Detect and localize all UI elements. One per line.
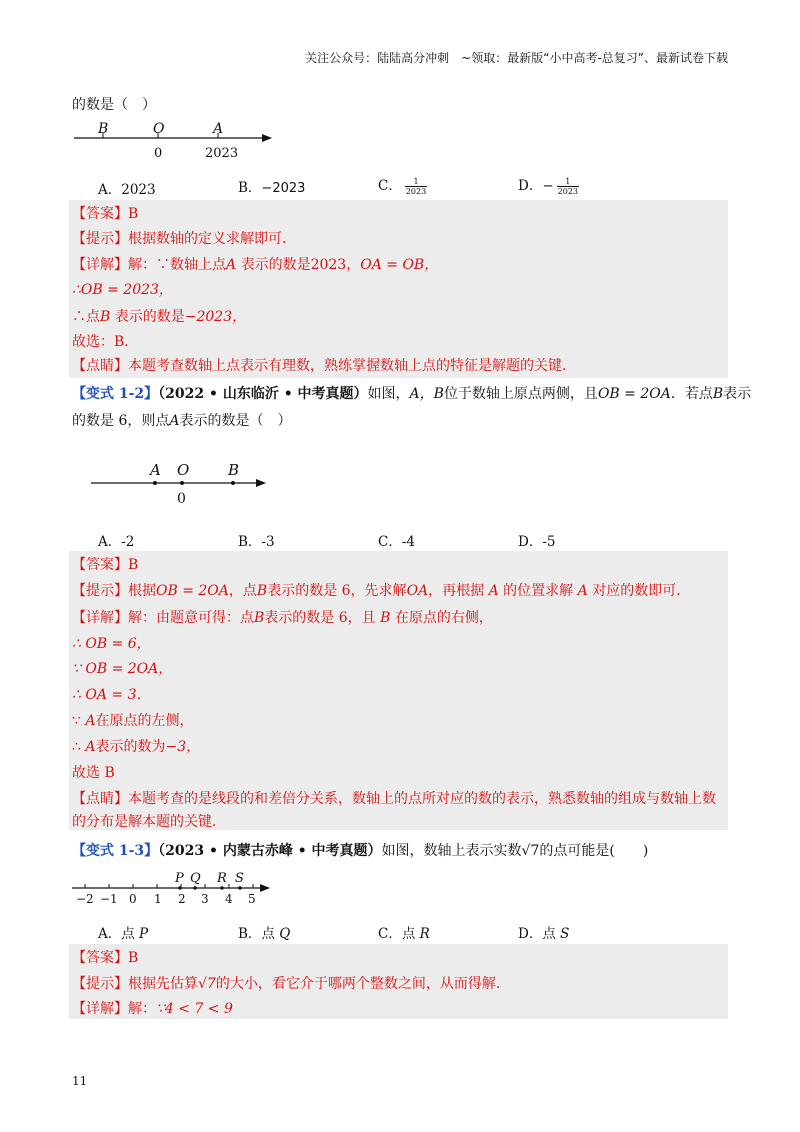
- q3-stem: 【变式 1-3】（2023 • 内蒙古赤峰 • 中考真题）如图，数轴上表示实数√7的点可能是( ): [72, 843, 649, 859]
- q2-select: 故选 B: [72, 765, 115, 781]
- q3-detail: 【详解】解：∵4 < 7 < 9: [72, 1001, 233, 1017]
- q1-choice-c: C． $\frac{1}{2023}$: [378, 177, 427, 196]
- q3-choice-c: C．点 R: [378, 926, 430, 942]
- q2-choice-c: C．-4: [378, 534, 415, 550]
- q1-choice-b: B．−2023: [238, 180, 306, 196]
- q2-axis-label-b: B: [228, 461, 240, 479]
- q1-step-2: ∴点B 表示的数是−2023，: [72, 309, 247, 325]
- q1-answer: 【答案】B: [72, 206, 139, 222]
- q3-axis-tick-neg1: −1: [100, 892, 118, 906]
- q1-choice-d: D．− $\frac{1}{2023}$: [518, 177, 578, 196]
- q2-stem-line-1: 【变式 1-2】（2022 • 山东临沂 • 中考真题）如图，A，B位于数轴上原点两侧，且OB = 2OA．若点B表示: [72, 386, 752, 402]
- q1-axis-label-a: A: [213, 121, 224, 137]
- q3-axis-label-q: Q: [190, 871, 201, 886]
- q3-axis-tick-0: 0: [129, 892, 137, 906]
- q1-detail: 【详解】解：∵数轴上点A 表示的数是2023，OA = OB，: [72, 257, 439, 273]
- q2-axis-label-o: O: [177, 461, 190, 479]
- q2-choice-a: A．-2: [98, 534, 135, 550]
- q2-hint: 【提示】根据OB = 2OA，点B表示的数是 6，先求解OA，再根据 A 的位置求解 A 对应的数即可.: [72, 583, 681, 599]
- q1-stem-tail: 的数是（ ）: [72, 97, 156, 113]
- q3-axis-tick-5: 5: [248, 892, 256, 906]
- q1-step-1: ∴OB = 2023，: [72, 282, 173, 298]
- q2-axis-tick-0: 0: [177, 491, 186, 507]
- q1-axis-label-b: B: [98, 121, 109, 137]
- q1-choice-a: A．2023: [98, 182, 156, 198]
- q2-stem-line-2: 的数是 6，则点A表示的数是（ ）: [72, 413, 292, 429]
- q3-axis-label-s: S: [235, 871, 244, 886]
- q2-answer: 【答案】B: [72, 557, 139, 573]
- q3-axis-label-p: P: [175, 871, 184, 886]
- q1-axis-tick-0: 0: [154, 146, 163, 161]
- q2-step-4: ∵ A在原点的左侧，: [72, 713, 194, 729]
- q3-axis-label-r: R: [217, 871, 227, 886]
- q2-step-1: ∴ OB = 6，: [72, 636, 151, 652]
- q2-axis-label-a: A: [150, 461, 161, 479]
- q3-choice-b: B．点 Q: [238, 926, 291, 942]
- q2-choice-b: B．-3: [238, 534, 275, 550]
- q2-choice-d: D．-5: [518, 534, 556, 550]
- q3-axis-tick-neg2: −2: [76, 892, 94, 906]
- q3-answer: 【答案】B: [72, 950, 139, 966]
- q1-hint: 【提示】根据数轴的定义求解即可.: [72, 231, 287, 247]
- q2-step-2: ∵ OB = 2OA，: [72, 661, 173, 677]
- q1-axis-label-o: O: [153, 121, 165, 137]
- q3-axis-tick-2: 2: [178, 892, 186, 906]
- q3-choice-d: D．点 S: [518, 926, 570, 942]
- q2-step-3: ∴ OA = 3．: [72, 687, 151, 703]
- q3-axis-tick-1: 1: [154, 892, 162, 906]
- q2-step-5: ∴ A表示的数为−3，: [72, 739, 201, 755]
- q3-axis-tick-3: 3: [201, 892, 209, 906]
- page-header: 关注公众号：陆陆高分冲刺 ~领取：最新版“小中高考-总复习”、最新试卷下载: [305, 51, 728, 65]
- q2-review-line-1: 【点睛】本题考查的是线段的和差倍分关系，数轴上的点所对应的数的表示，熟悉数轴的组成与数轴上数: [72, 791, 716, 807]
- q2-detail: 【详解】解：由题意可得：点B表示的数是 6，且 B 在原点的右侧，: [72, 610, 493, 626]
- q1-select: 故选：B．: [72, 334, 139, 350]
- page-number: 11: [72, 1074, 88, 1088]
- q2-review-line-2: 的分布是解本题的关键．: [72, 814, 226, 830]
- q3-hint: 【提示】根据先估算√7的大小，看它介于哪两个整数之间，从而得解.: [72, 976, 501, 992]
- q3-axis-tick-4: 4: [225, 892, 233, 906]
- q1-axis-tick-2023: 2023: [205, 146, 239, 161]
- q1-review: 【点睛】本题考查数轴上点表示有理数，熟练掌握数轴上点的特征是解题的关键．: [72, 358, 576, 374]
- q3-choice-a: A．点 P: [98, 926, 149, 942]
